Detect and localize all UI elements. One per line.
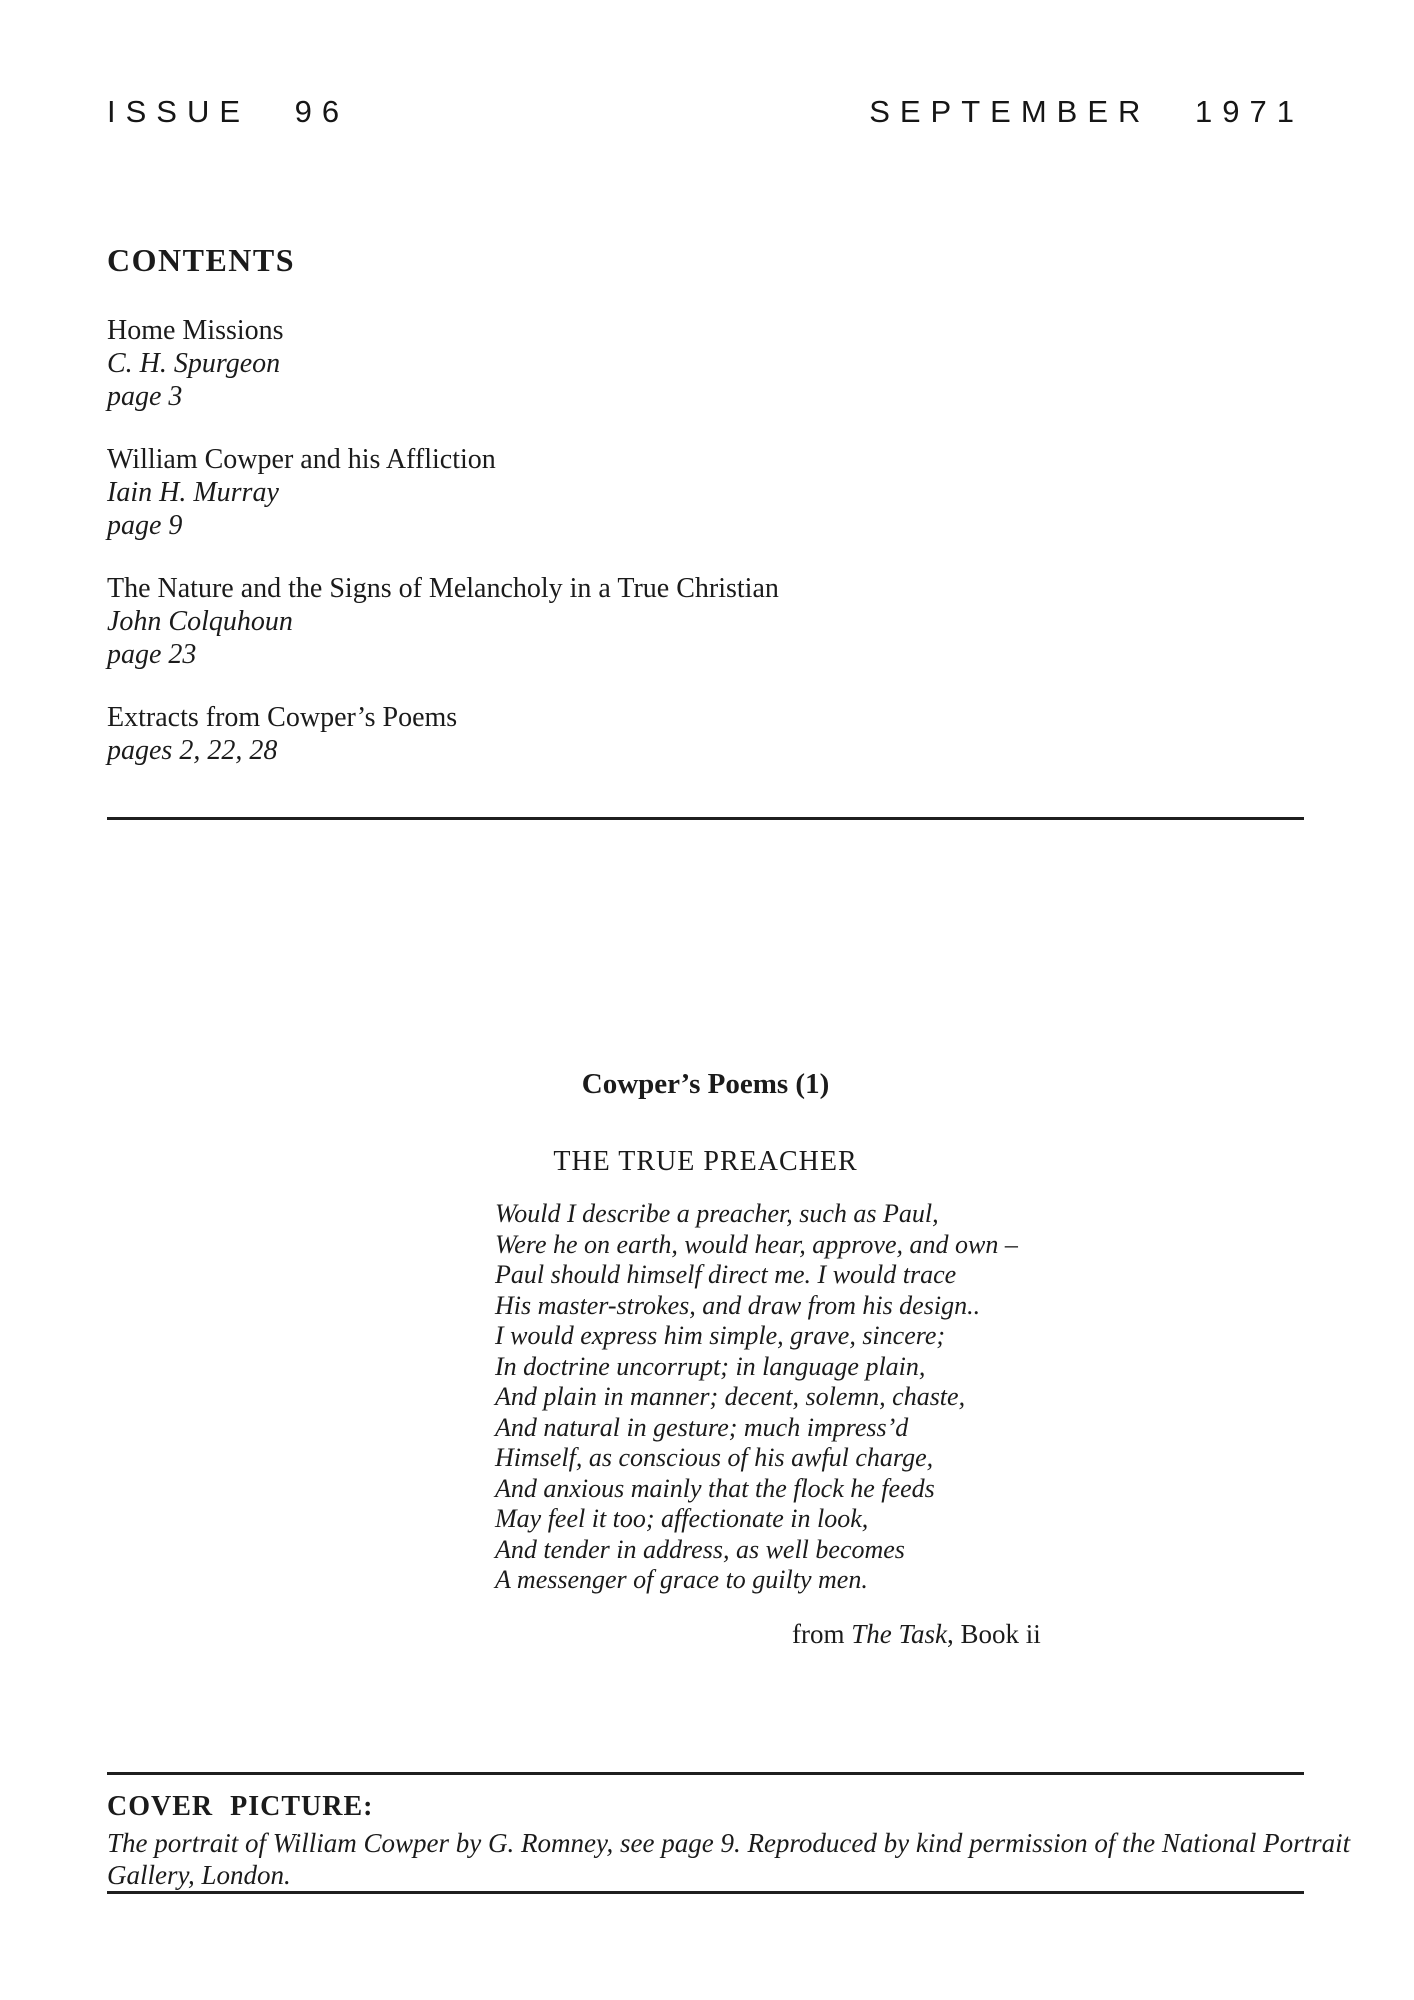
poem-line: And natural in gesture; much impress’d (495, 1412, 909, 1442)
toc-entry (107, 314, 1304, 413)
issue-date: SEPTEMBER 1971 (869, 94, 1304, 129)
toc-entry-pages: pages 2, 22, 28 (107, 735, 278, 766)
poem-section-title: Cowper’s Poems (1) (581, 1068, 830, 1100)
masthead (107, 0, 1304, 132)
cover-picture-heading: COVER PICTURE: (107, 1791, 374, 1822)
cover-picture-line: The portrait of William Cowper by G. Romney, see page 9. Reproduced by kind permission of the National Portrait (107, 1828, 1351, 1858)
poem-section (107, 1065, 1304, 1650)
toc-entry-title: Extracts from Cowper’s Poems (107, 702, 458, 733)
footer-divider-bottom (107, 1891, 1304, 1894)
table-of-contents (107, 314, 1304, 767)
poem-body (495, 1199, 1018, 1596)
toc-entry-author: C. H. Spurgeon (107, 348, 281, 379)
toc-entry (107, 572, 1304, 671)
poem-line: A messenger of grace to guilty men. (495, 1565, 868, 1594)
poem-line: May feel it too; affectionate in look, (495, 1504, 869, 1533)
cover-picture-line: Gallery, London. (107, 1860, 291, 1890)
poem-line: And tender in address, as well becomes (495, 1534, 905, 1564)
poem-line: Were he on earth, would hear, approve, and own – (495, 1229, 1018, 1259)
poem-line: Would I describe a preacher, such as Paul, (495, 1199, 939, 1228)
footer-divider-top (107, 1772, 1304, 1775)
issue-number: ISSUE 96 (107, 94, 350, 129)
poem-line: His master-strokes, and draw from his design.. (495, 1290, 981, 1320)
toc-entry-pages: page 3 (107, 381, 183, 412)
toc-entry-title: Home Missions (107, 315, 284, 346)
poem-line: In doctrine uncorrupt; in language plain, (495, 1351, 926, 1381)
toc-entry-author: Iain H. Murray (107, 477, 279, 508)
toc-entry-title: The Nature and the Signs of Melancholy in a True Christian (107, 573, 779, 604)
poem-line: And anxious mainly that the flock he feeds (495, 1473, 935, 1503)
poem-line: And plain in manner; decent, solemn, chaste, (495, 1382, 966, 1411)
poem-title: THE TRUE PREACHER (553, 1146, 858, 1177)
cover-picture-note (107, 1772, 1351, 1894)
page-content (107, 0, 1304, 1650)
attribution-work-title: The Task (851, 1618, 948, 1649)
toc-entry-author: John Colquhoun (107, 606, 293, 637)
poem-attribution (792, 1618, 1041, 1650)
toc-entry-pages: page 23 (107, 639, 197, 670)
poem-line: Himself, as conscious of his awful charge, (495, 1443, 934, 1472)
toc-entry-pages: page 9 (107, 510, 183, 541)
contents-divider (107, 817, 1304, 820)
contents-heading: CONTENTS (107, 242, 296, 278)
toc-entry (107, 443, 1304, 542)
toc-entry-title: William Cowper and his Affliction (107, 444, 496, 475)
attribution-prefix: from (792, 1618, 852, 1649)
poem-line: Paul should himself direct me. I would trace (495, 1260, 957, 1289)
toc-entry (107, 701, 1304, 767)
cover-picture-text (107, 1827, 1351, 1891)
poem-line: I would express him simple, grave, sincere; (495, 1321, 946, 1350)
attribution-suffix: , Book ii (947, 1618, 1041, 1649)
